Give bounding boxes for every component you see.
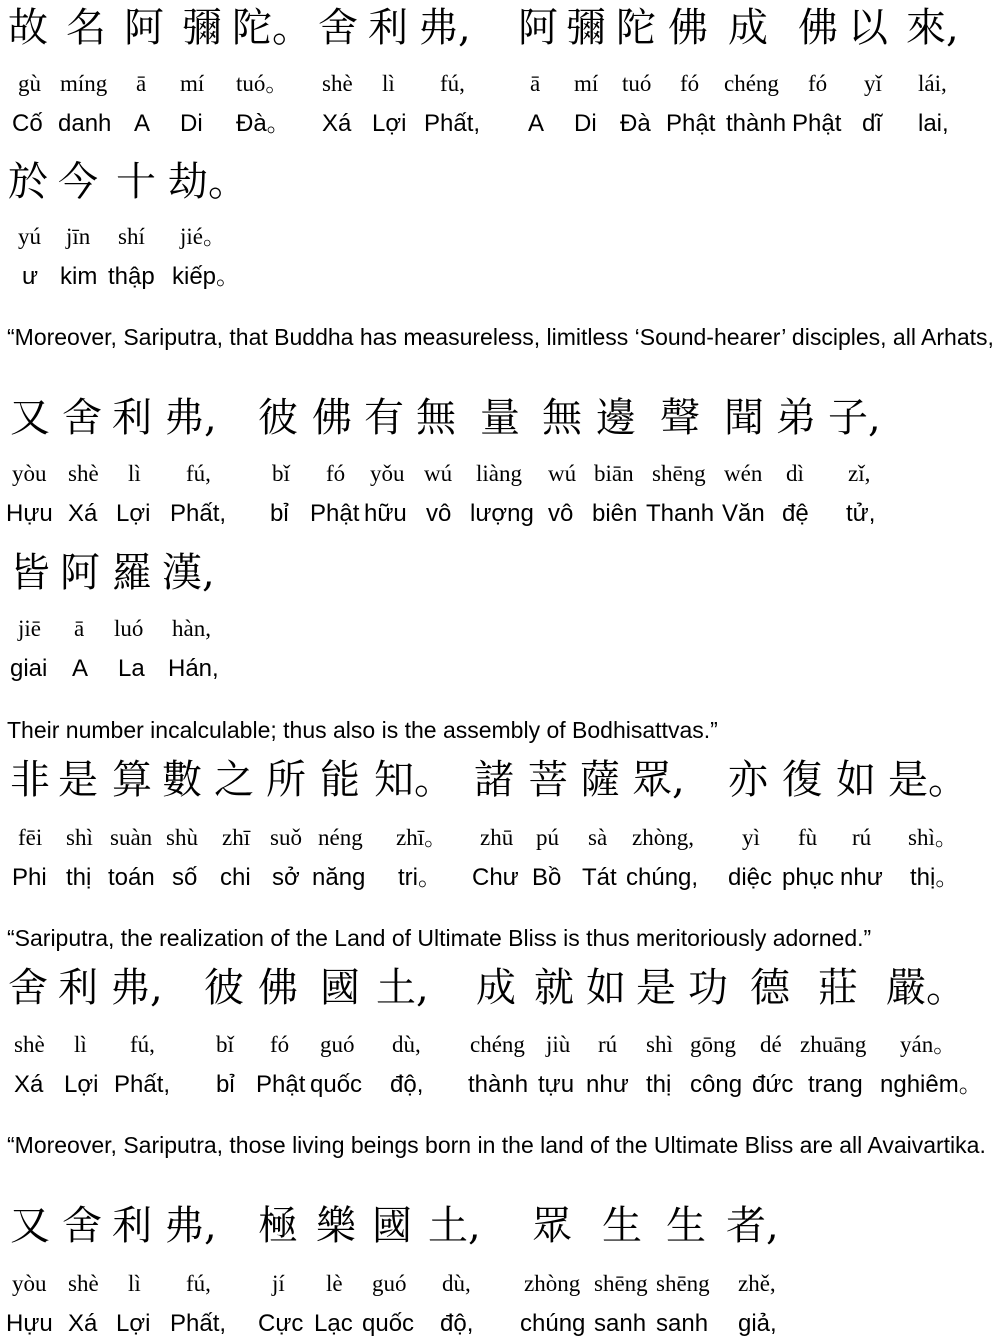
hanzi-char: 阿 <box>124 5 164 51</box>
pinyin-syllable: yǒu <box>370 461 405 486</box>
hanzi-char: 眾, <box>632 757 685 803</box>
pinyin-syllable: ā <box>530 71 541 96</box>
vietnamese-syllable: lai, <box>918 110 949 137</box>
pinyin-syllable: chéng <box>724 71 779 96</box>
vietnamese-syllable: Cực <box>258 1310 304 1337</box>
hanzi-char: 國 <box>372 1203 412 1249</box>
pinyin-syllable: fó <box>270 1032 290 1057</box>
pinyin-syllable: lái, <box>918 71 947 96</box>
hanzi-char: 嚴。 <box>886 965 966 1011</box>
hanzi-char: 聞 <box>724 395 764 441</box>
hanzi-char: 成 <box>476 965 516 1011</box>
vietnamese-syllable: Di <box>574 110 597 137</box>
vietnamese-syllable: độ, <box>440 1310 474 1337</box>
vietnamese-syllable: Đà <box>620 110 651 137</box>
hanzi-char: 彼 <box>258 395 298 441</box>
vietnamese-syllable: toán <box>108 864 155 891</box>
pinyin-syllable: fú, <box>186 1271 211 1296</box>
vietnamese-syllable: chi <box>220 864 251 891</box>
vietnamese-syllable: đức <box>752 1071 794 1098</box>
vietnamese-syllable: vô <box>426 500 452 527</box>
vietnamese-syllable: Phất, <box>424 110 481 137</box>
pinyin-syllable: suàn <box>110 825 153 850</box>
pinyin-syllable: míng <box>60 71 108 96</box>
pinyin-syllable: zhuāng <box>800 1032 867 1057</box>
hanzi-char: 亦 <box>728 757 768 803</box>
hanzi-char: 利 <box>112 395 152 441</box>
hanzi-char: 是。 <box>888 757 968 803</box>
pinyin-syllable: sà <box>588 825 608 850</box>
pinyin-syllable: zhī <box>222 825 251 850</box>
hanzi-char: 陀 <box>616 5 656 51</box>
vietnamese-syllable: tri。 <box>398 864 442 891</box>
pinyin-syllable: fēi <box>18 825 43 850</box>
pinyin-syllable: fó <box>808 71 828 96</box>
hanzi-char: 彼 <box>204 965 244 1011</box>
vietnamese-syllable: Cố <box>12 110 43 137</box>
pinyin-syllable: fù <box>798 825 818 850</box>
pinyin-syllable: zhū <box>480 825 514 850</box>
hanzi-char: 樂 <box>316 1203 356 1249</box>
pinyin-syllable: yì <box>742 825 760 850</box>
vietnamese-syllable: bỉ <box>216 1071 235 1098</box>
vietnamese-syllable: vô <box>548 500 574 527</box>
pinyin-syllable: ā <box>74 616 85 641</box>
vietnamese-syllable: bỉ <box>270 500 289 527</box>
vietnamese-syllable: kim <box>60 263 98 290</box>
vietnamese-syllable: Phất, <box>170 1310 227 1337</box>
hanzi-char: 菩 <box>528 757 568 803</box>
english-translation: “Moreover, Sariputra, that Buddha has measureless, limitless ‘Sound-hearer’ disciples, all Arhats, <box>7 324 994 350</box>
hanzi-char: 量 <box>480 395 520 441</box>
pinyin-syllable: dù, <box>392 1032 421 1057</box>
hanzi-char: 算 <box>112 757 152 803</box>
hanzi-char: 如 <box>836 757 876 803</box>
pinyin-syllable: shēng <box>652 461 706 486</box>
hanzi-char: 有 <box>364 395 404 441</box>
pinyin-syllable: shè <box>322 71 353 96</box>
hanzi-char: 羅 <box>112 550 152 596</box>
hanzi-char: 是 <box>636 965 676 1011</box>
vietnamese-syllable: thị <box>646 1071 672 1098</box>
hanzi-char: 弗, <box>110 965 163 1011</box>
pinyin-syllable: yú <box>18 224 41 249</box>
pinyin-syllable: shēng <box>656 1271 710 1296</box>
vietnamese-syllable: đệ <box>782 500 809 527</box>
hanzi-char: 利 <box>368 5 408 51</box>
vietnamese-syllable: Bồ <box>532 864 562 891</box>
pinyin-syllable: zǐ, <box>848 461 871 486</box>
hanzi-char: 弗, <box>164 1203 217 1249</box>
hanzi-char: 佛 <box>668 5 708 51</box>
vietnamese-syllable: Phi <box>12 864 47 891</box>
hanzi-char: 舍 <box>8 965 48 1011</box>
hanzi-char: 非 <box>10 757 50 803</box>
hanzi-char: 之 <box>214 757 254 803</box>
hanzi-char: 今 <box>58 159 98 205</box>
vietnamese-syllable: Xá <box>322 110 352 137</box>
hanzi-char: 功 <box>688 965 728 1011</box>
hanzi-char: 眾 <box>532 1203 572 1249</box>
hanzi-char: 名 <box>66 5 106 51</box>
pinyin-syllable: shì <box>646 1032 673 1057</box>
hanzi-char: 弗, <box>418 5 471 51</box>
vietnamese-syllable: phục <box>782 864 835 891</box>
vietnamese-syllable: Xá <box>68 500 98 527</box>
hanzi-char: 又 <box>10 1203 50 1249</box>
vietnamese-syllable: ư <box>22 263 39 290</box>
pinyin-syllable: wú <box>548 461 577 486</box>
vietnamese-syllable: Phật <box>256 1071 306 1098</box>
hanzi-char: 生 <box>666 1203 706 1249</box>
pinyin-syllable: biān <box>594 461 634 486</box>
vietnamese-syllable: Phất, <box>170 500 227 527</box>
pinyin-syllable: lì <box>128 461 141 486</box>
vietnamese-syllable: năng <box>312 864 366 891</box>
hanzi-char: 子, <box>828 395 881 441</box>
vietnamese-syllable: Phật <box>792 110 842 137</box>
vietnamese-syllable: sanh <box>594 1310 647 1337</box>
hanzi-char: 又 <box>10 395 50 441</box>
pinyin-syllable: yǐ <box>864 71 882 96</box>
pinyin-syllable: zhòng <box>524 1271 581 1296</box>
vietnamese-syllable: Hựu <box>6 500 53 527</box>
pinyin-syllable: pú <box>536 825 559 850</box>
vietnamese-syllable: Lợi <box>372 110 407 137</box>
hanzi-char: 是 <box>58 757 98 803</box>
hanzi-char: 舍 <box>62 1203 102 1249</box>
hanzi-char: 十 <box>116 159 156 205</box>
hanzi-char: 無 <box>542 395 582 441</box>
pinyin-syllable: wú <box>424 461 453 486</box>
vietnamese-syllable: A <box>528 110 545 137</box>
pinyin-syllable: gù <box>18 71 41 96</box>
vietnamese-syllable: Chư <box>472 864 519 891</box>
vietnamese-syllable: biên <box>592 500 638 527</box>
pinyin-syllable: jí <box>272 1271 285 1296</box>
pinyin-syllable: chéng <box>470 1032 525 1057</box>
hanzi-char: 佛 <box>798 5 838 51</box>
hanzi-char: 陀。 <box>232 5 312 51</box>
pinyin-syllable: jīn <box>66 224 91 249</box>
hanzi-char: 彌 <box>566 5 606 51</box>
pinyin-syllable: mí <box>574 71 599 96</box>
vietnamese-syllable: nghiêm。 <box>880 1071 983 1098</box>
hanzi-char: 漢, <box>162 550 215 596</box>
pinyin-syllable: shēng <box>594 1271 648 1296</box>
english-translation: “Sariputra, the realization of the Land of Ultimate Bliss is thus meritoriously adorned.” <box>7 925 872 951</box>
pinyin-syllable: yán。 <box>900 1032 957 1057</box>
vietnamese-syllable: Phật <box>310 500 360 527</box>
pinyin-syllable: guó <box>372 1271 407 1296</box>
pinyin-syllable: zhě, <box>738 1271 776 1296</box>
vietnamese-syllable: Lợi <box>64 1071 99 1098</box>
pinyin-syllable: gōng <box>690 1032 736 1057</box>
vietnamese-syllable: Thanh <box>646 500 715 527</box>
hanzi-char: 如 <box>586 965 626 1011</box>
hanzi-char: 莊 <box>818 965 858 1011</box>
vietnamese-syllable: Phật <box>666 110 716 137</box>
vietnamese-syllable: tử, <box>846 500 876 527</box>
hanzi-char: 土, <box>376 965 429 1011</box>
hanzi-char: 者, <box>726 1203 779 1249</box>
vietnamese-syllable: trang <box>808 1071 863 1098</box>
hanzi-char: 數 <box>162 757 202 803</box>
pinyin-syllable: lì <box>382 71 395 96</box>
pinyin-syllable: wén <box>724 461 763 486</box>
pinyin-syllable: tuó。 <box>236 71 289 96</box>
hanzi-char: 來, <box>906 5 959 51</box>
hanzi-char: 舍 <box>318 5 358 51</box>
pinyin-syllable: lì <box>128 1271 141 1296</box>
pinyin-syllable: yòu <box>12 1271 47 1296</box>
vietnamese-syllable: Hựu <box>6 1310 53 1337</box>
vietnamese-syllable: tựu <box>538 1071 575 1098</box>
vietnamese-syllable: như <box>586 1071 629 1098</box>
pinyin-syllable: jiē <box>18 616 41 641</box>
pinyin-syllable: lì <box>74 1032 87 1057</box>
pinyin-syllable: bǐ <box>272 461 290 486</box>
pinyin-syllable: tuó <box>622 71 652 96</box>
hanzi-char: 於 <box>8 159 48 205</box>
hanzi-char: 劫。 <box>168 159 248 205</box>
pinyin-syllable: suǒ <box>270 825 302 850</box>
hanzi-char: 利 <box>112 1203 152 1249</box>
english-translation: Their number incalculable; thus also is the assembly of Bodhisattvas.” <box>7 717 718 743</box>
hanzi-char: 知。 <box>374 757 454 803</box>
hanzi-char: 能 <box>320 757 360 803</box>
vietnamese-syllable: A <box>134 110 151 137</box>
hanzi-char: 成 <box>728 5 768 51</box>
vietnamese-syllable: Hán, <box>168 655 219 682</box>
hanzi-char: 無 <box>416 395 456 441</box>
pinyin-syllable: shè <box>14 1032 45 1057</box>
vietnamese-syllable: như <box>840 864 883 891</box>
pinyin-syllable: dì <box>786 461 804 486</box>
vietnamese-syllable: Đà。 <box>236 110 291 137</box>
hanzi-char: 佛 <box>312 395 352 441</box>
hanzi-char: 極 <box>258 1203 298 1249</box>
vietnamese-syllable: công <box>690 1071 743 1098</box>
vietnamese-syllable: A <box>72 655 89 682</box>
vietnamese-syllable: thị。 <box>910 864 960 891</box>
vietnamese-syllable: sở <box>272 864 300 891</box>
vietnamese-syllable: quốc <box>310 1071 363 1098</box>
pinyin-syllable: fú, <box>440 71 465 96</box>
vietnamese-syllable: độ, <box>390 1071 424 1098</box>
pinyin-syllable: dé <box>760 1032 782 1057</box>
pinyin-syllable: néng <box>318 825 363 850</box>
vietnamese-syllable: giai <box>10 655 48 682</box>
hanzi-char: 皆 <box>10 550 50 596</box>
english-translation: “Moreover, Sariputra, those living beings born in the land of the Ultimate Bliss are all Avaivartika. <box>7 1132 986 1158</box>
hanzi-char: 以 <box>848 5 888 51</box>
hanzi-char: 諸 <box>474 757 514 803</box>
vietnamese-syllable: số <box>172 864 198 891</box>
pinyin-syllable: mí <box>180 71 205 96</box>
vietnamese-syllable: Xá <box>14 1071 44 1098</box>
pinyin-syllable: shè <box>68 461 99 486</box>
pinyin-syllable: zhòng, <box>632 825 694 850</box>
hanzi-char: 邊 <box>596 395 636 441</box>
hanzi-char: 所 <box>266 757 306 803</box>
pinyin-syllable: guó <box>320 1032 355 1057</box>
pinyin-syllable: shù <box>166 825 198 850</box>
vietnamese-syllable: lượng <box>470 500 534 527</box>
pinyin-syllable: lè <box>326 1271 343 1296</box>
pinyin-syllable: shì。 <box>908 825 958 850</box>
vietnamese-syllable: dĩ <box>862 110 883 137</box>
vietnamese-syllable: diệc <box>728 864 773 891</box>
hanzi-char: 利 <box>58 965 98 1011</box>
pinyin-syllable: shè <box>68 1271 99 1296</box>
hanzi-char: 就 <box>534 965 574 1011</box>
vietnamese-syllable: chúng, <box>626 864 699 891</box>
vietnamese-syllable: quốc <box>362 1310 415 1337</box>
hanzi-char: 德 <box>750 965 790 1011</box>
hanzi-char: 故 <box>8 5 48 51</box>
pinyin-syllable: luó <box>114 616 144 641</box>
pinyin-syllable: liàng <box>476 461 522 486</box>
vietnamese-syllable: giả, <box>738 1310 777 1337</box>
hanzi-char: 阿 <box>60 550 100 596</box>
hanzi-char: 生 <box>602 1203 642 1249</box>
vietnamese-syllable: Văn <box>722 500 765 527</box>
vietnamese-syllable: thành <box>468 1071 529 1098</box>
vietnamese-syllable: La <box>118 655 145 682</box>
vietnamese-syllable: thập <box>108 263 155 290</box>
pinyin-syllable: bǐ <box>216 1032 234 1057</box>
vietnamese-syllable: Lạc <box>314 1310 353 1337</box>
hanzi-char: 國 <box>320 965 360 1011</box>
hanzi-char: 土, <box>428 1203 481 1249</box>
vietnamese-syllable: Xá <box>68 1310 98 1337</box>
pinyin-syllable: jié。 <box>180 224 226 249</box>
pinyin-syllable: hàn, <box>172 616 211 641</box>
vietnamese-syllable: Tát <box>582 864 617 891</box>
pinyin-syllable: shí <box>118 224 145 249</box>
pinyin-syllable: fú, <box>130 1032 155 1057</box>
vietnamese-syllable: sanh <box>656 1310 709 1337</box>
pinyin-syllable: fó <box>326 461 346 486</box>
hanzi-char: 阿 <box>518 5 558 51</box>
vietnamese-syllable: Di <box>180 110 203 137</box>
hanzi-char: 弟 <box>776 395 816 441</box>
vietnamese-syllable: hữu <box>364 500 407 527</box>
pinyin-syllable: fú, <box>186 461 211 486</box>
pinyin-syllable: ā <box>136 71 147 96</box>
hanzi-char: 弗, <box>164 395 217 441</box>
vietnamese-syllable: thị <box>66 864 92 891</box>
vietnamese-syllable: thành <box>726 110 787 137</box>
vietnamese-syllable: chúng <box>520 1310 586 1337</box>
pinyin-syllable: yòu <box>12 461 47 486</box>
vietnamese-syllable: danh <box>58 110 112 137</box>
pinyin-syllable: dù, <box>442 1271 471 1296</box>
hanzi-char: 聲 <box>660 395 700 441</box>
hanzi-char: 佛 <box>258 965 298 1011</box>
vietnamese-syllable: Lợi <box>116 1310 151 1337</box>
pinyin-syllable: rú <box>598 1032 618 1057</box>
hanzi-char: 舍 <box>62 395 102 441</box>
pinyin-syllable: zhī。 <box>396 825 448 850</box>
hanzi-char: 薩 <box>580 757 620 803</box>
pinyin-syllable: rú <box>852 825 872 850</box>
vietnamese-syllable: Lợi <box>116 500 151 527</box>
vietnamese-syllable: Phất, <box>114 1071 171 1098</box>
vietnamese-syllable: kiếp。 <box>172 263 241 290</box>
pinyin-syllable: fó <box>680 71 700 96</box>
pinyin-syllable: shì <box>66 825 93 850</box>
hanzi-char: 復 <box>782 757 822 803</box>
pinyin-syllable: jiù <box>546 1032 571 1057</box>
hanzi-char: 彌 <box>182 5 222 51</box>
